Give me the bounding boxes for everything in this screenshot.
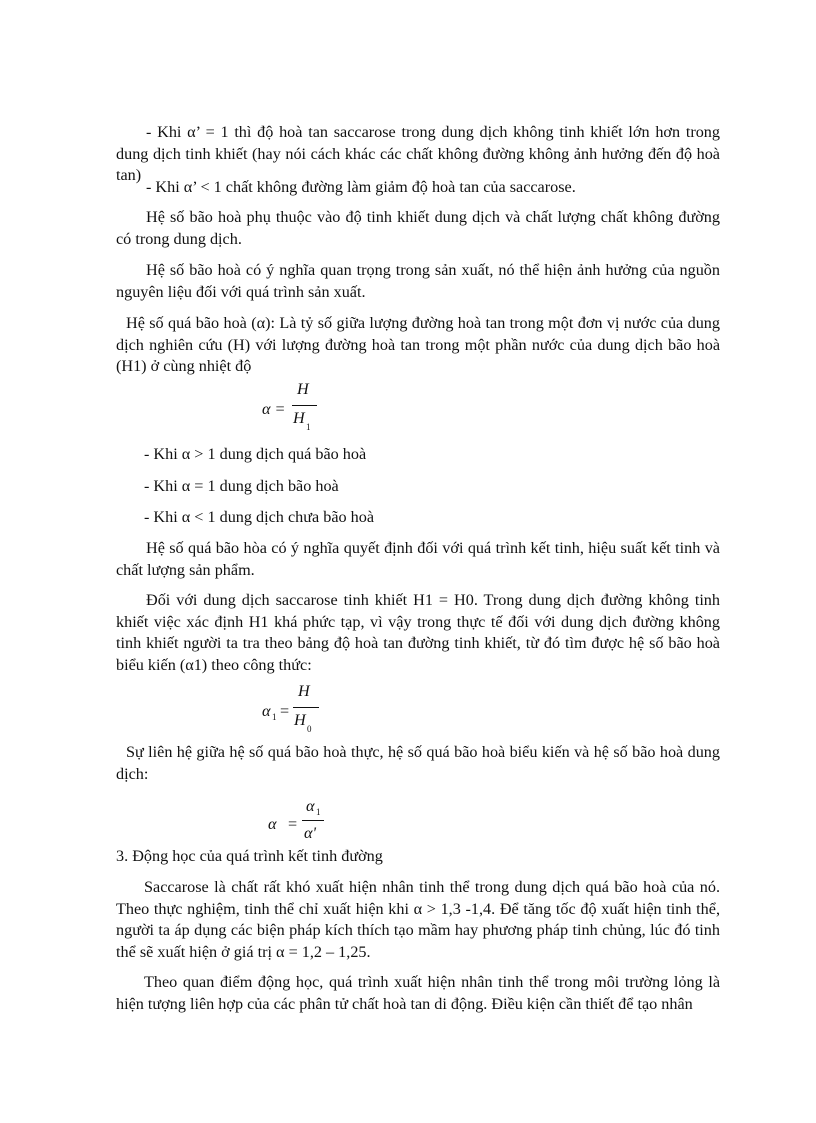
formula-lhs: α <box>262 702 271 720</box>
formula-lhs-subscript: 1 <box>272 712 277 722</box>
bullet-unsaturated: - Khi α < 1 dung dịch chưa bão hoà <box>144 508 375 526</box>
paragraph-relationship: Sự liên hệ giữa hệ số quá bão hoà thực, hệ số quá bão hoà biểu kiến và hệ số bão hoà dung dịch: <box>116 743 720 783</box>
formula-denominator: H <box>294 711 306 729</box>
fraction-bar <box>292 405 317 406</box>
paragraph-alpha-prime-less: - Khi α’ < 1 chất không đường làm giảm độ hoà tan của saccarose. <box>146 178 576 196</box>
paragraph-alpha-prime-equal: - Khi α’ = 1 thì độ hoà tan saccarose trong dung dịch không tinh khiết lớn hơn trong dung dịch tinh khiết (hay nói cách khác các chất không đường không ảnh hưởng đến độ hoà tan) <box>116 123 720 184</box>
paragraph-crystallization-importance: Hệ số quá bão hòa có ý nghĩa quyết định đối với quá trình kết tinh, hiệu suất kết tinh và chất lượng sản phẩm. <box>116 539 720 579</box>
fraction-bar <box>293 707 319 708</box>
paragraph-saturation-importance: Hệ số bão hoà có ý nghĩa quan trọng trong sản xuất, nó thể hiện ảnh hưởng của nguồn nguyên liệu đối với quá trình sản xuất. <box>116 261 720 301</box>
formula-subscript: 0 <box>307 724 312 734</box>
formula-lhs: α <box>268 815 277 833</box>
bullet-supersaturated: - Khi α > 1 dung dịch quá bão hoà <box>144 445 367 463</box>
paragraph-kinetics-viewpoint: Theo quan điểm động học, quá trình xuất hiện nhân tinh thể trong môi trường lỏng là hiện tượng liên hợp của các phân tử chất hoà tan di động. Điều kiện cần thiết để tạo nhân <box>116 973 720 1013</box>
formula-numerator-subscript: 1 <box>316 807 321 817</box>
formula-numerator: α <box>306 797 315 815</box>
paragraph-pure-solution: Đối với dung dịch saccarose tinh khiết H1 = H0. Trong dung dịch đường không tinh khiết việc xác định H1 khá phức tạp, vì vậy trong thực tế đối với dung dịch đường không tinh khiết người ta tra theo bảng độ hoà tan đường tinh khiết, từ đó tìm được hệ số bão hoà biểu kiến (α1) theo công thức: <box>116 591 720 674</box>
bullet-saturated: - Khi α = 1 dung dịch bão hoà <box>144 477 339 495</box>
fraction-bar <box>302 820 324 821</box>
section-heading-crystallization-kinetics: 3. Động học của quá trình kết tinh đường <box>116 847 383 865</box>
paragraph-saturation-dependence: Hệ số bão hoà phụ thuộc vào độ tinh khiết dung dịch và chất lượng chất không đường có trong dung dịch. <box>116 208 720 248</box>
formula-apparent-saturation <box>262 682 342 732</box>
formula-lhs: α = <box>262 400 286 418</box>
paragraph-saccharose-nucleation: Saccarose là chất rất khó xuất hiện nhân tinh thể trong dung dịch quá bão hoà của nó. Theo thực nghiệm, tinh thể chỉ xuất hiện khi α > 1,3 -1,4. Để tăng tốc độ xuất hiện tinh thể, người ta áp dụng các biện pháp kích thích tạo mầm hay phương pháp tinh chủng, lúc đó tinh thể sẽ xuất hiện ở giá trị α = 1,2 – 1,25. <box>116 878 720 961</box>
formula-subscript: 1 <box>306 422 311 432</box>
formula-equals: = <box>288 815 298 833</box>
formula-numerator: H <box>297 380 309 398</box>
formula-numerator: H <box>298 682 310 700</box>
formula-relationship <box>268 795 348 845</box>
paragraph-supersaturation-definition: Hệ số quá bão hoà (α): Là tỷ số giữa lượng đường hoà tan trong một đơn vị nước của dung dịch nghiên cứu (H) với lượng đường hoà tan trong một phần nước của dung dịch bão hoà (H1) ở cùng nhiệt độ <box>116 314 720 375</box>
formula-equals: = <box>280 702 290 720</box>
formula-supersaturation <box>262 380 332 430</box>
formula-denominator: α' <box>304 824 316 842</box>
formula-denominator: H <box>293 409 305 427</box>
